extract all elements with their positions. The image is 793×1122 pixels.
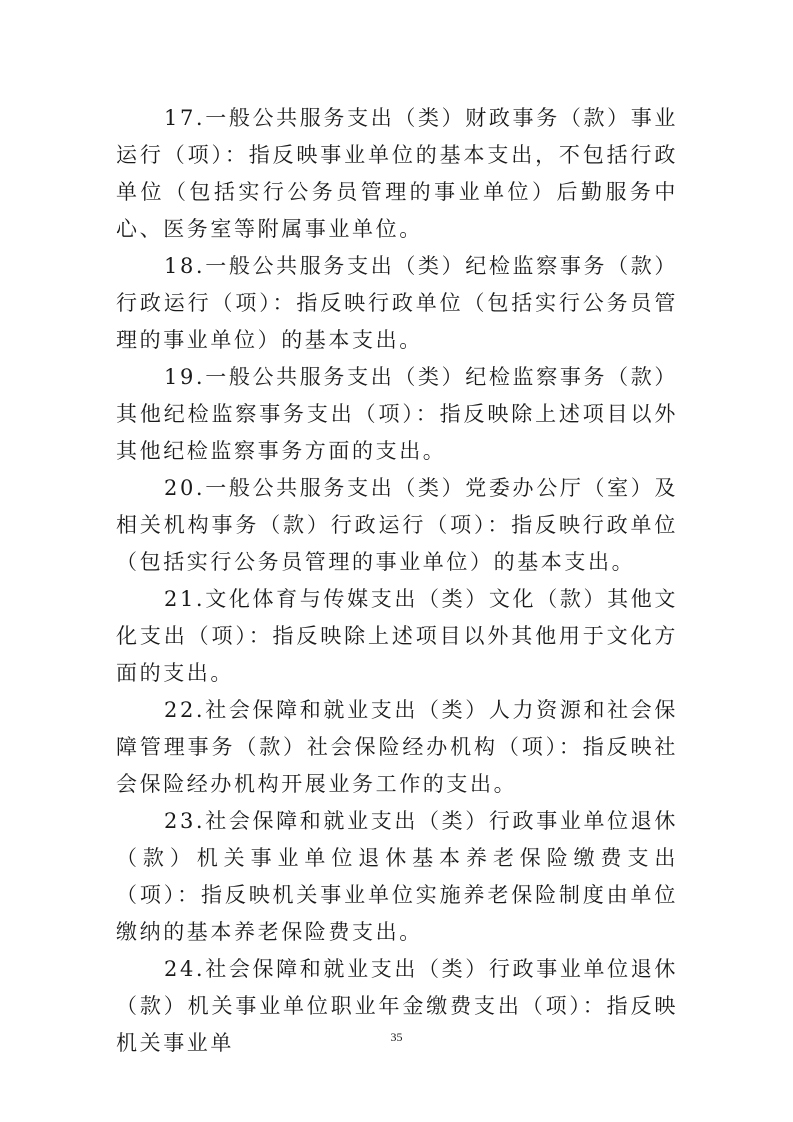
paragraph-19: 19.一般公共服务支出（类）纪检监察事务（款）其他纪检监察事务支出（项）：指反映除上述项目以外其他纪检监察事务方面的支出。 (116, 365, 678, 463)
paragraph-21: 21.文化体育与传媒支出（类）文化（款）其他文化支出（项）：指反映除上述项目以外其他用于文化方面的支出。 (116, 587, 678, 685)
document-body (116, 100, 678, 1062)
paragraph-23: 23.社会保障和就业支出（类）行政事业单位退休（款）机关事业单位退休基本养老保险缴费支出（项）：指反映机关事业单位实施养老保险制度由单位缴纳的基本养老保险费支出。 (116, 809, 678, 944)
page-number: 35 (390, 1030, 403, 1044)
paragraph-18: 18.一般公共服务支出（类）纪检监察事务（款）行政运行（项）：指反映行政单位（包括实行公务员管理的事业单位）的基本支出。 (116, 254, 678, 352)
paragraph-22: 22.社会保障和就业支出（类）人力资源和社会保障管理事务（款）社会保险经办机构（项）：指反映社会保险经办机构开展业务工作的支出。 (116, 698, 678, 796)
paragraph-20: 20.一般公共服务支出（类）党委办公厅（室）及相关机构事务（款）行政运行（项）：指反映行政单位（包括实行公务员管理的事业单位）的基本支出。 (116, 476, 678, 574)
paragraph-17: 17.一般公共服务支出（类）财政事务（款）事业运行（项）：指反映事业单位的基本支出，不包括行政单位（包括实行公务员管理的事业单位）后勤服务中心、医务室等附属事业单位。 (116, 106, 678, 241)
paragraph-24: 24.社会保障和就业支出（类）行政事业单位退休（款）机关事业单位职业年金缴费支出（项）：指反映机关事业单 (116, 957, 678, 1055)
